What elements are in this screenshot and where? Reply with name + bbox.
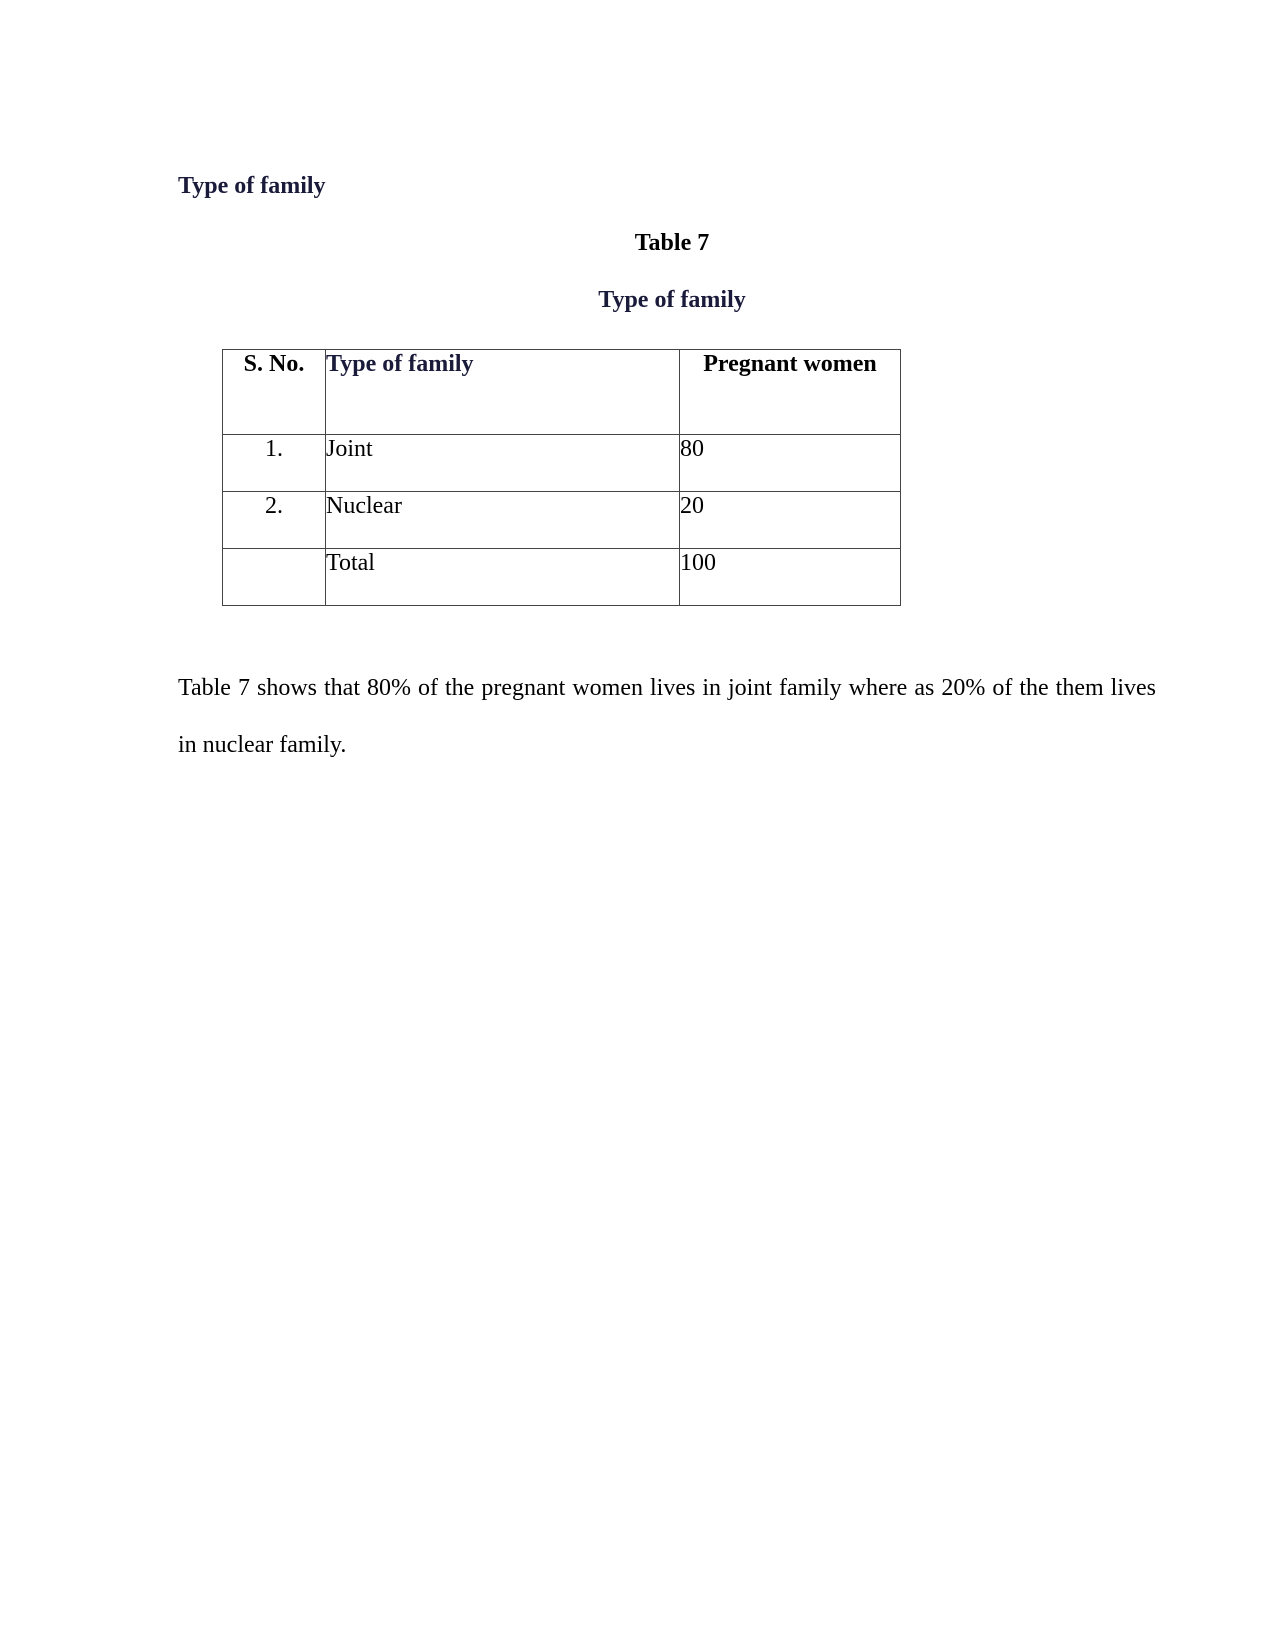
header-sno: S. No. (223, 350, 326, 435)
cell-value: 20 (680, 492, 901, 549)
cell-value: 80 (680, 435, 901, 492)
cell-type: Joint (326, 435, 680, 492)
table-number: Table 7 (634, 230, 710, 256)
header-type-of-family: Type of family (326, 350, 680, 435)
table-row (223, 492, 901, 549)
table-row (223, 435, 901, 492)
cell-sno (223, 549, 326, 606)
cell-type: Nuclear (326, 492, 680, 549)
family-type-table (222, 349, 901, 606)
cell-sno: 1. (223, 435, 326, 492)
cell-value: 100 (680, 549, 901, 606)
header-pregnant-women: Pregnant women (680, 350, 901, 435)
table-row-total (223, 549, 901, 606)
table-header-row (223, 350, 901, 435)
cell-type: Total (326, 549, 680, 606)
cell-sno: 2. (223, 492, 326, 549)
section-heading: Type of family (178, 173, 326, 199)
table-title: Type of family (598, 287, 746, 313)
summary-paragraph: Table 7 shows that 80% of the pregnant women lives in joint family where as 20% of the them lives in nuclear family. (178, 675, 1156, 758)
